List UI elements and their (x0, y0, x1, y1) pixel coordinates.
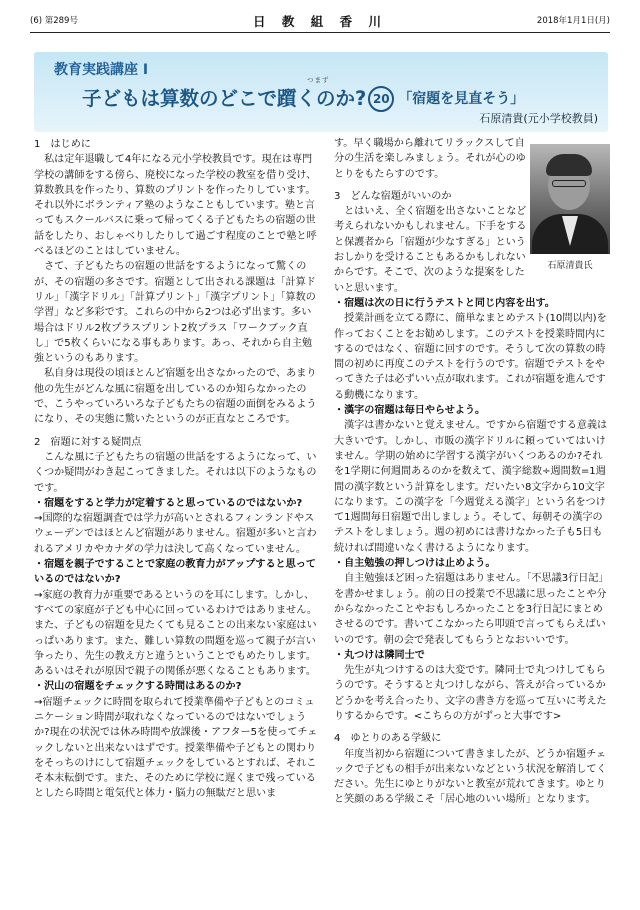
paragraph: 授業計画を立てる際に、簡単なまとめテスト(10問以内)を作っておくことをお勧めします。このテストを授業時間内にするのではなく、宿題に回すのです。そうして次の算数の時間の初めに再度このテストを行うのです。宿題でテストをやってきた子は必ずいい点が取れます。これが宿題を進んでする動機になります。 (334, 313, 607, 401)
question-heading: ・宿題を親子ですることで家庭の教育力がアップすると思っているのではないか? (34, 559, 316, 586)
paragraph: とはいえ、全く宿題を出さないことなど考えられないかもしれません。下手をすると保護者から「宿題が少なすぎる」というおしかりを受けることもあるかもしれないからです。そこで、次のような提案をしたいと思います。 (334, 206, 527, 294)
issue-number: (6) 第289号 (30, 16, 78, 26)
answer-paragraph: →家庭の教育力が重要であるというのを耳にします。しかし、すべての家庭が子ども中心に回っているわけではありません。また、子どもの宿題を見たくても見ることの出来ない家庭はいっぱいあります。また、難しい算数の問題を巡って親子が言い争ったり、先生の教え方と違うということでもめたりします。あるいはそれが原因で親子の関係が悪くなることもあります。 (34, 589, 318, 678)
episode-number: 20 (368, 86, 394, 112)
article-title-text: 子どもは算数のどこで躓くのか? (82, 87, 367, 110)
paragraph: さて、子どもたちの宿題の世話をするようになって驚くのが、その宿題の多さです。宿題として出される課題は「計算ドリル」「漢字ドリル」「計算プリント」「漢字プリント」「算数の学習」など多彩です。これらの中から2つは必ず出ます。多い場合はドリル2枚プラスプリント2枚プラス「ワークブック直し」で5枚くらいになる事もあります。あっ、それから自主勉強というのもあります。 (34, 261, 316, 365)
issue-date: 2018年1月1日(月) (536, 16, 610, 26)
proposal-heading: ・丸つけは隣同士で (334, 649, 425, 661)
paragraph: す。早く職場から離れてリラックスして自分の生活を楽しみましょう。それが心のゆとりをもたらすのです。 (334, 138, 526, 180)
section-heading: 1 はじめに (34, 139, 91, 150)
paragraph: こんな風に子どもたちの宿題の世話をするようになって、いくつか疑問がわき起こってきました。それは以下のようなものです。 (34, 451, 317, 494)
section-heading: 4 ゆとりのある学級に (334, 733, 442, 745)
proposal-heading: ・漢字の宿題は毎日やらせよう。 (334, 405, 486, 417)
paragraph: 自主勉強ほど困った宿題はありません。「不思議3行日記」を書かせましょう。前の日の授業で不思議に思ったことや分からなかったことやおもしろかったことを3行日記にまとめさせるのです。書いてこなかったら叩頭で言ってもらえばいいのです。朝の会で発表してもらうとなおいいです。 (334, 573, 609, 646)
proposal-heading: ・宿題は次の日に行うテストと同じ内容を出す。 (334, 297, 555, 309)
answer-paragraph: →国際的な宿題調査では学力が高いとされるフィンランドやスウェーデンではほとんど宿題がありません。宿題が多いと言われるアメリカやカナダの学力は決して高くなっていません。 (34, 513, 317, 555)
title-ruby: つまず (307, 76, 330, 84)
section-heading: 3 どんな宿題がいいのか (334, 190, 452, 202)
newspaper-name: 日 教 組 香 川 (253, 14, 387, 29)
paragraph: 私自身は現役の頃ほとんど宿題を出さなかったので、あまり他の先生がどんな風に宿題を出しているのか知らなかったので、こうやっていろいろな子どもたちの宿題の面倒をみるようになり、その実態に驚いたというのが正直なところです。 (34, 368, 317, 426)
question-heading: ・宿題をすると学力が定着すると思っているのではないか? (34, 497, 303, 509)
author-photo-block (530, 144, 610, 271)
paragraph: 漢字は書かないと覚えません。ですから宿題でする意義は大きいです。しかし、市販の漢字ドリルに頼っていてはいけません。学期の始めに学習する漢字がいくつあるのか?それを1学期に何週間あるのかを数えて、漢字総数÷週間数=1週間の漢字数という計算をします。だいたい8文字から10文字になります。この漢字を「今週覚える漢字」という名をつけて1週間毎日宿題で出しましょう。そして、毎朝その漢字のテストをしましょう。週の初めには書けなかった子も5日も続ければ間違いなく書けるようになります。 (334, 420, 608, 554)
proposal-heading: ・自主勉強の押しつけは止めよう。 (334, 558, 496, 570)
header-rule (30, 32, 610, 33)
series-label: 教育実践講座 Ⅰ (54, 62, 149, 78)
left-column (34, 137, 320, 802)
photo-glasses (552, 180, 586, 187)
section-heading: 2 宿題に対する疑問点 (34, 436, 142, 448)
answer-paragraph: →宿題チェックに時間を取られて授業準備や子どもとのコミュニケーション時間が取れなくなっているのではないでしょうか?現在の状況では休み時間や放課後・アフター5を使ってチェックしないと出来ないはずです。授業準備や子どもとの関わりをそっちのけにして宿題チェックをしているとすれば、それこそ本末転倒です。また、そのために学校に遅くまで残っているとしたら時間と電気代と体力・脳力の無駄だと思いま (34, 696, 318, 800)
question-heading: ・沢山の宿題をチェックする時間はあるのか? (34, 681, 242, 693)
article-title (82, 83, 524, 112)
photo-caption: 石原清貴氏 (547, 261, 593, 271)
paragraph: 年度当初から宿題について書きましたが、どうか宿題チェックで子どもの相手が出来ないなどという状況を解消してください。先生にゆとりがないと教室が荒れてきます。ゆとりと笑顔のある学級こそ「居心地のいい場所」となります。 (334, 748, 607, 806)
article-subtitle: 「宿題を見直そう」 (398, 91, 525, 107)
page-header (30, 12, 610, 30)
title-banner (34, 52, 608, 132)
photo-hair (546, 154, 592, 176)
author-photo (530, 144, 610, 254)
paragraph: 先生が丸つけするのは大変です。隣同士で丸つけしてもらうのです。そうすると丸つけしながら、答えが合っているかどうかを考え合ったり、文字の書き方を巡って互いに考えたりするからです。<こちらの方がずっと大事です> (334, 665, 607, 722)
paragraph: 私は定年退職して4年になる元小学校教員です。現在は専門学校の講師をする傍ら、廃校になった学校の教室を借り受け、算数教具を作ったり、算数のプリントを作ったりしています。それ以外にボランティア塾のようなこともしています。塾と言ってもスクールバスに乗って帰ってくる子どもたちの宿題の世話をしたり、おしゃべりしたりして過ごす程度のことで塾と呼べるほどのことはしていません。 (34, 154, 317, 258)
author-byline: 石原清貴(元小学校教員) (479, 112, 598, 125)
